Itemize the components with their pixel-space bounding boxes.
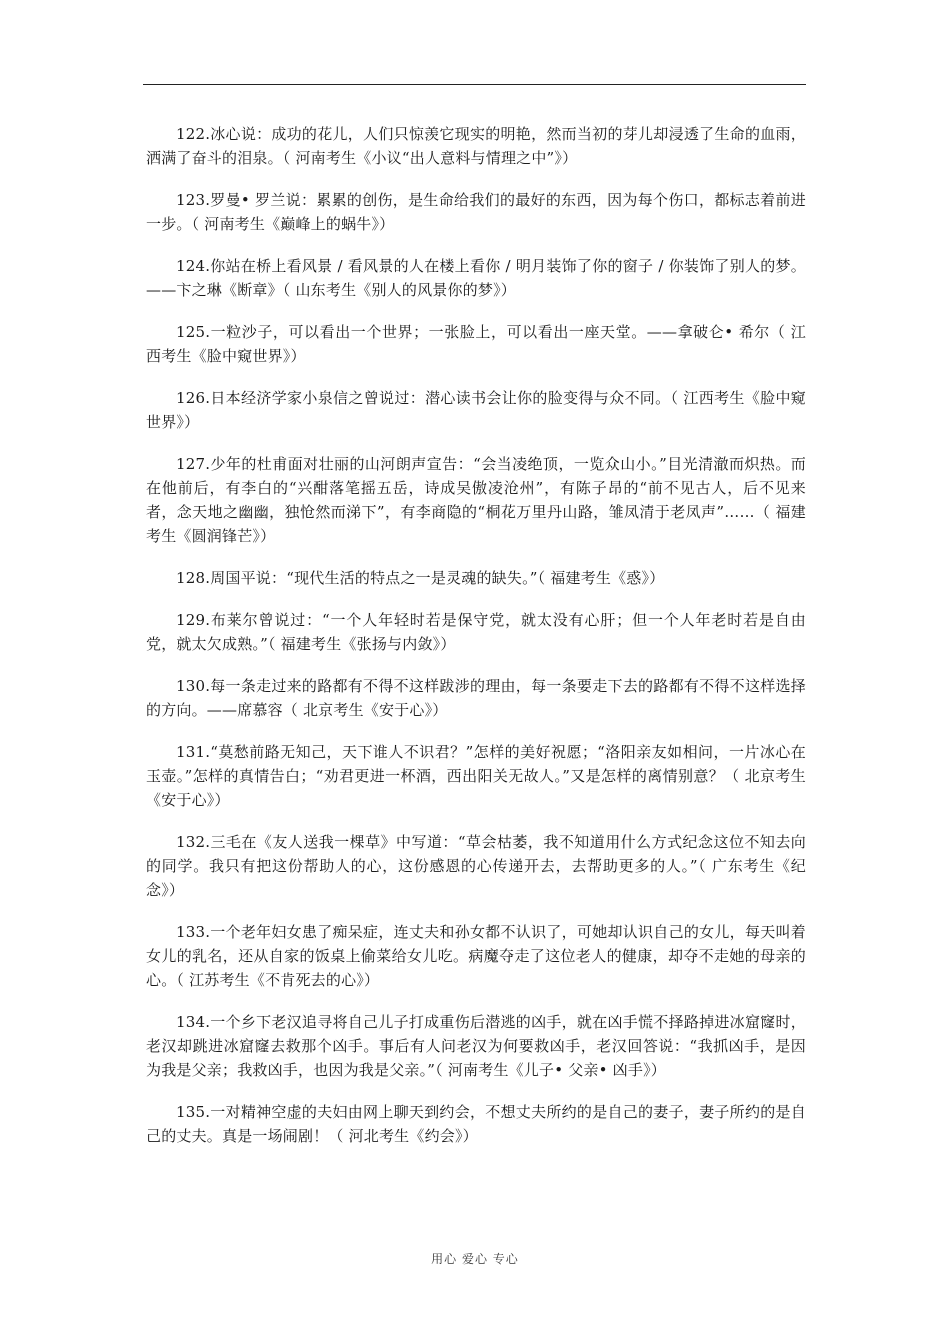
quote-paragraph-133: 133.一个老年妇女患了痴呆症，连丈夫和孙女都不认识了，可她却认识自己的女儿，每天叫着女儿的乳名，还从自家的饭桌上偷菜给女儿吃。病魔夺走了这位老人的健康，却夺不走她的母亲的心。（ 江苏考生《不肯死去的心》） [146,923,806,989]
header-rule [143,84,806,85]
quote-paragraph-122: 122.冰心说：成功的花儿，人们只惊羡它现实的明艳，然而当初的芽儿却浸透了生命的血雨，洒满了奋斗的泪泉。（ 河南考生《小议“出人意料与情理之中”》） [146,125,806,167]
quote-paragraph-132: 132.三毛在《友人送我一棵草》中写道：“草会枯萎，我不知道用什么方式纪念这位不知去向的同学。我只有把这份帮助人的心，这份感恩的心传递开去，去帮助更多的人。”（ 广东考生《纪念》） [146,833,806,899]
quote-paragraph-123: 123.罗曼• 罗兰说：累累的创伤，是生命给我们的最好的东西，因为每个伤口，都标志着前进一步。（ 河南考生《巅峰上的蜗牛》） [146,191,806,233]
document-body [146,122,806,1166]
quote-paragraph-126: 126.日本经济学家小泉信之曾说过：潜心读书会让你的脸变得与众不同。（ 江西考生《脸中窥世界》） [146,389,806,431]
page-footer: 用心 爱心 专心 [431,1252,519,1266]
quote-paragraph-128: 128.周国平说：“现代生活的特点之一是灵魂的缺失。”（ 福建考生《惑》） [176,569,665,587]
quote-paragraph-124: 124.你站在桥上看风景 / 看风景的人在楼上看你 / 明月装饰了你的窗子 / 你装饰了别人的梦。——卞之琳《断章》（ 山东考生《别人的风景你的梦》） [146,257,806,299]
quote-paragraph-127: 127.少年的杜甫面对壮丽的山河朗声宣告：“会当凌绝顶，一览众山小。”目光清澈而炽热。而在他前后，有李白的“兴酣落笔摇五岳，诗成吴傲凌沧州”，有陈子昂的“前不见古人，后不见来者，念天地之幽幽，独怆然而涕下”，有李商隐的“桐花万里丹山路，雏凤清于老凤声”……（ 福建考生《圆润锋芒》） [146,455,806,545]
quote-paragraph-129: 129.布莱尔曾说过：“一个人年轻时若是保守党，就太没有心肝；但一个人年老时若是自由党，就太欠成熟。”（ 福建考生《张扬与内敛》） [146,611,806,653]
quote-paragraph-135: 135.一对精神空虚的夫妇由网上聊天到约会，不想丈夫所约的是自己的妻子，妻子所约的是自己的丈夫。真是一场闹剧！（ 河北考生《约会》） [146,1103,806,1145]
quote-paragraph-125: 125.一粒沙子，可以看出一个世界；一张脸上，可以看出一座天堂。——拿破仑• 希尔（ 江西考生《脸中窥世界》） [146,323,806,365]
quote-paragraph-134: 134.一个乡下老汉追寻将自己儿子打成重伤后潜逃的凶手，就在凶手慌不择路掉进冰窟窿时，老汉却跳进冰窟窿去救那个凶手。事后有人问老汉为何要救凶手，老汉回答说：“我抓凶手，是因为我是父亲；我救凶手，也因为我是父亲。”（ 河南考生《儿子• 父亲• 凶手》） [146,1013,806,1079]
quote-paragraph-130: 130.每一条走过来的路都有不得不这样跋涉的理由，每一条要走下去的路都有不得不这样选择的方向。——席慕容（ 北京考生《安于心》） [146,677,806,719]
quote-paragraph-131: 131.“莫愁前路无知己，天下谁人不识君？”怎样的美好祝愿；“洛阳亲友如相问，一片冰心在玉壶。”怎样的真情告白；“劝君更进一杯酒，西出阳关无故人。”又是怎样的离情别意？（ 北京考生《安于心》） [146,743,806,809]
